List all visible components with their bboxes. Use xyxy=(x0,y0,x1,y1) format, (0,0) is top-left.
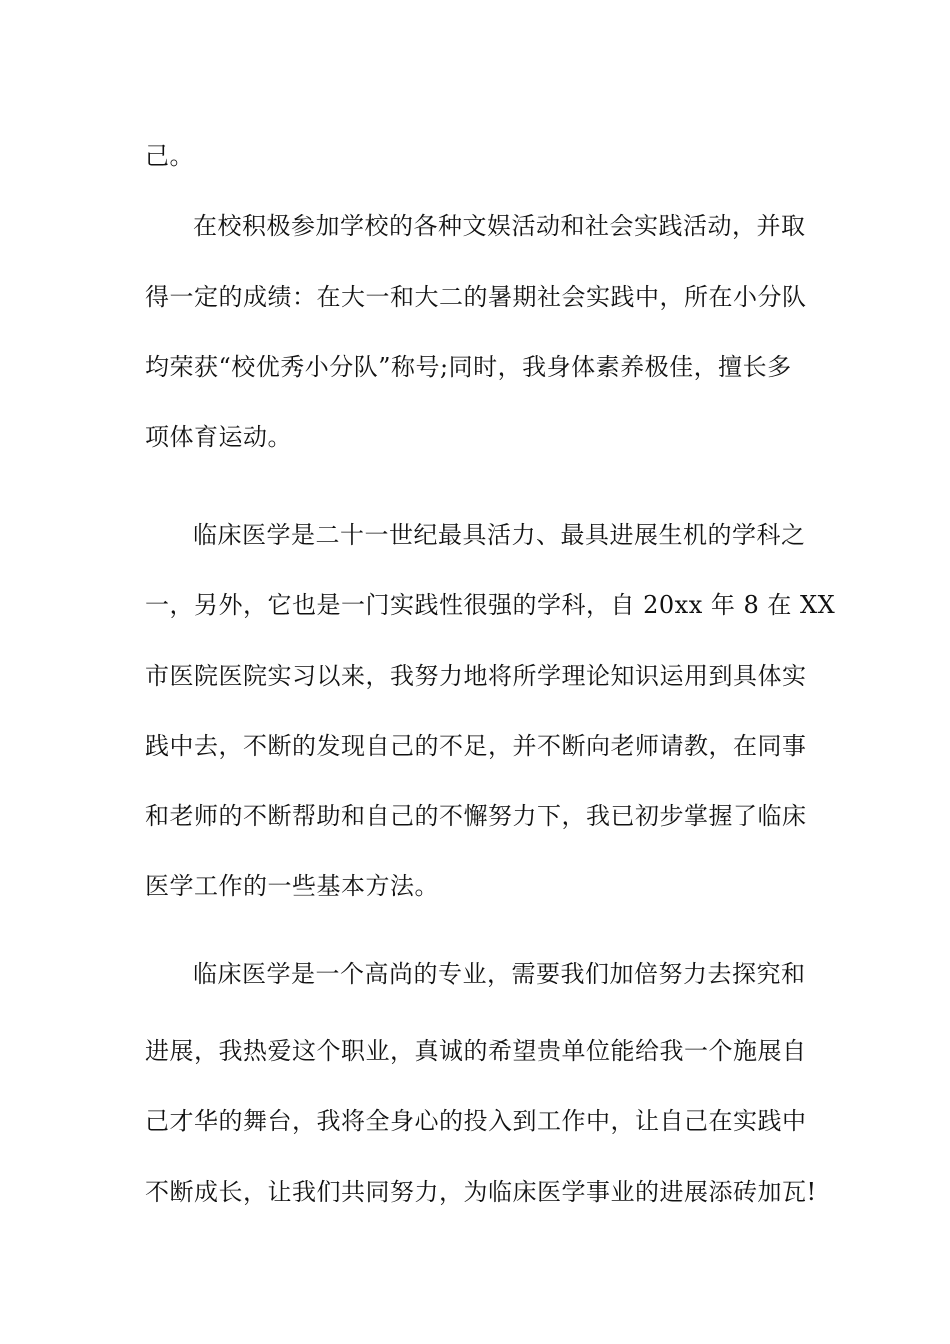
text-line: 均荣获“校优秀小分队”称号;同时，我身体素养极佳，擅长多 xyxy=(145,353,792,381)
text-line: 己才华的舞台，我将全身心的投入到工作中，让自己在实践中 xyxy=(145,1107,807,1135)
paragraph-start-line: 在校积极参加学校的各种文娱活动和社会实践活动，并取 xyxy=(193,212,806,240)
text-line: 践中去，不断的发现自己的不足，并不断向老师请教，在同事 xyxy=(145,732,807,760)
text-line: 市医院医院实习以来，我努力地将所学理论知识运用到具体实 xyxy=(145,662,807,690)
text-line: 进展，我热爱这个职业，真诚的希望贵单位能给我一个施展自 xyxy=(145,1037,807,1065)
text-line: 一，另外，它也是一门实践性很强的学科，自 20xx 年 8 在 XX xyxy=(145,591,836,619)
paragraph-start-line: 临床医学是二十一世纪最具活力、最具进展生机的学科之 xyxy=(193,521,806,549)
text-line: 得一定的成绩：在大一和大二的暑期社会实践中，所在小分队 xyxy=(145,283,807,311)
text-line: 己。 xyxy=(145,142,194,170)
text-line: 不断成长，让我们共同努力，为临床医学事业的进展添砖加瓦! xyxy=(145,1178,817,1206)
paragraph-start-line: 临床医学是一个高尚的专业，需要我们加倍努力去探究和 xyxy=(193,960,806,988)
text-line: 项体育运动。 xyxy=(145,423,292,451)
text-line: 和老师的不断帮助和自己的不懈努力下，我已初步掌握了临床 xyxy=(145,802,807,830)
text-line: 医学工作的一些基本方法。 xyxy=(145,872,439,900)
